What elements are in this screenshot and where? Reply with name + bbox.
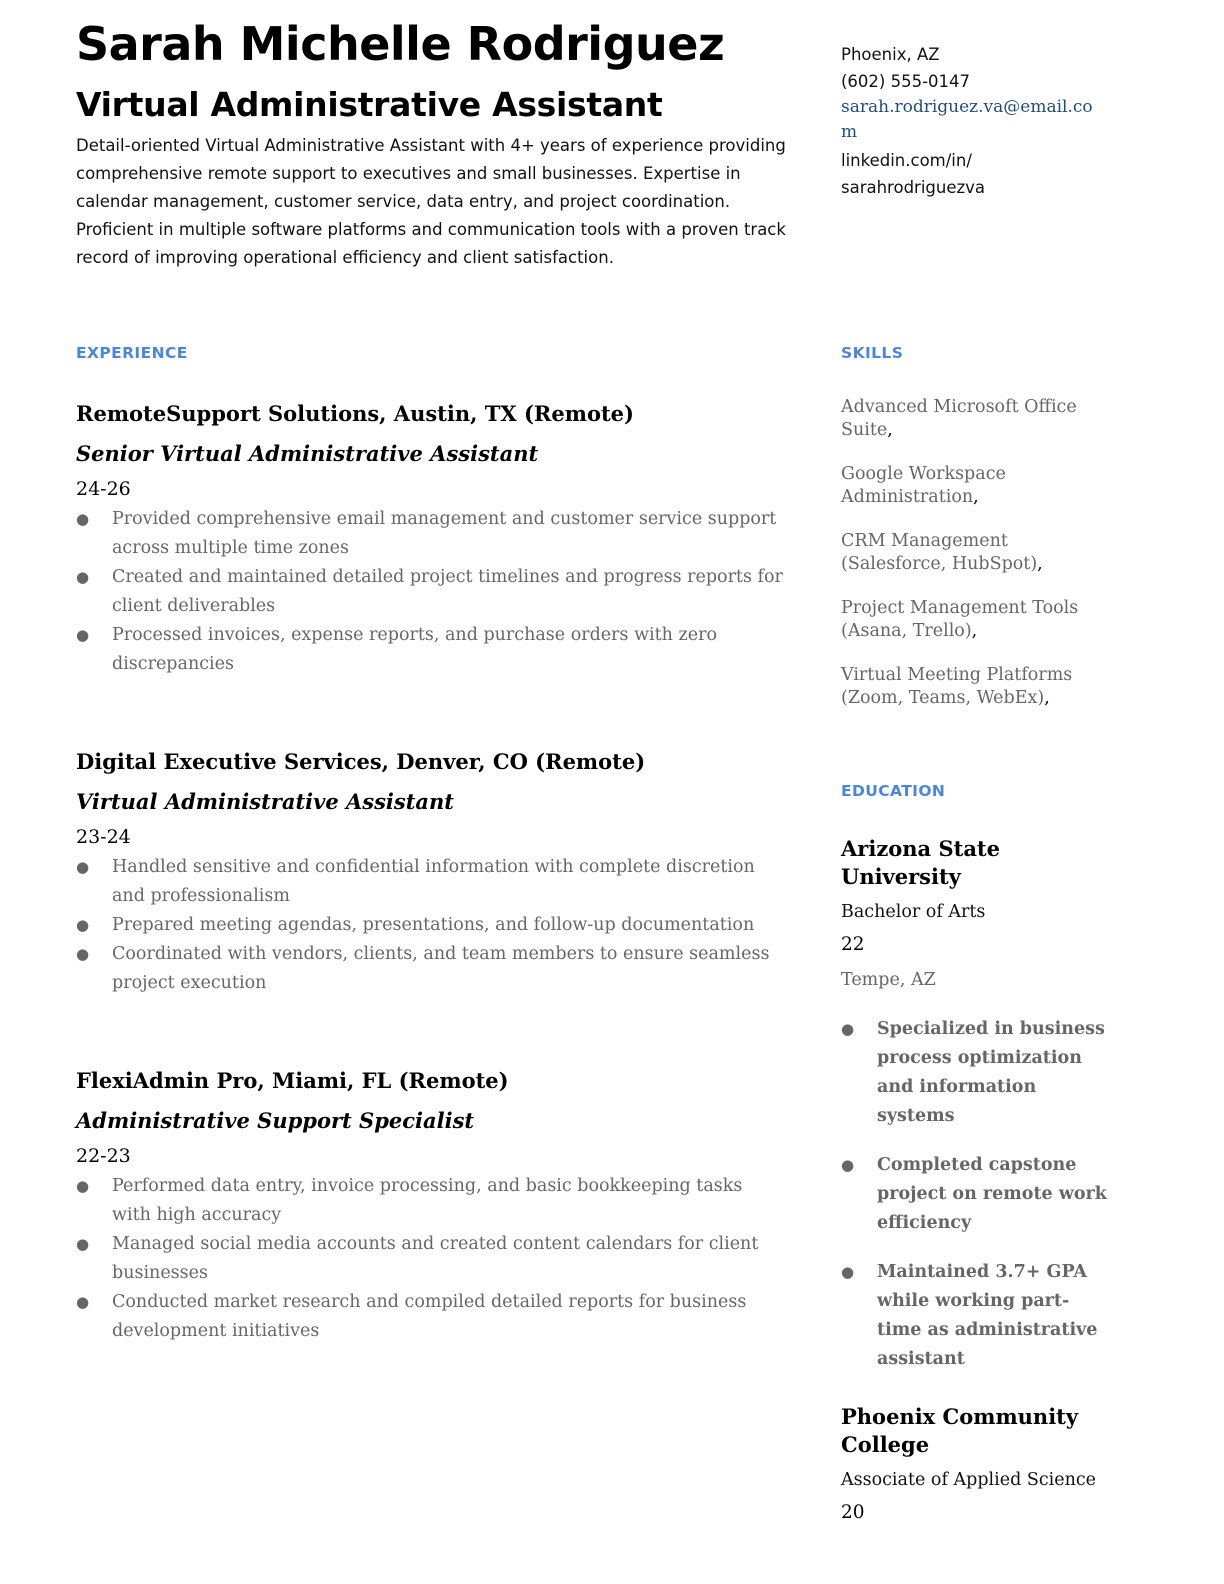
bullet-icon: ● bbox=[76, 945, 90, 963]
education-entry bbox=[841, 835, 1121, 1394]
job-bullet: ● Prepared meeting agendas, presentations, and follow-up documentation bbox=[76, 911, 786, 940]
candidate-name: Sarah Michelle Rodriguez bbox=[76, 17, 725, 71]
school-name: Arizona State University bbox=[841, 836, 1000, 889]
job-bullet: ● Processed invoices, expense reports, and purchase orders with zero discrepancies bbox=[76, 621, 786, 679]
contact-email-link[interactable]: sarah.rodriguez.va@email.com bbox=[841, 97, 1093, 142]
education-heading: EDUCATION bbox=[841, 782, 946, 800]
graduation-year: 20 bbox=[841, 1502, 865, 1523]
education-bullet: ● Maintained 3.7+ GPA while working part-time as administrative assistant bbox=[841, 1258, 1111, 1374]
job-bullet: ● Managed social media accounts and created content calendars for client businesses bbox=[76, 1230, 786, 1288]
job-company: Digital Executive Services, Denver, CO (Remote) bbox=[76, 749, 646, 774]
experience-heading: EXPERIENCE bbox=[76, 344, 188, 362]
degree: Associate of Applied Science bbox=[841, 1470, 1097, 1490]
bullet-icon: ● bbox=[76, 916, 90, 934]
skill-item: Advanced Microsoft Office Suite, bbox=[841, 397, 1077, 440]
job-dates: 24-26 bbox=[76, 478, 131, 500]
bullet-icon: ● bbox=[76, 568, 90, 586]
bullet-icon: ● bbox=[76, 1177, 90, 1195]
graduation-year: 22 bbox=[841, 934, 865, 955]
job-dates: 22-23 bbox=[76, 1145, 131, 1167]
contact-phone: (602) 555-0147 bbox=[841, 72, 971, 91]
contact-linkedin: linkedin.com/in/ sarahrodriguezva bbox=[841, 151, 986, 197]
bullet-icon: ● bbox=[841, 1020, 855, 1038]
job-bullet: ● Created and maintained detailed project timelines and progress reports for client deliverables bbox=[76, 563, 786, 621]
job-company: RemoteSupport Solutions, Austin, TX (Remote) bbox=[76, 401, 634, 426]
job-bullet-list bbox=[76, 853, 786, 998]
profile-summary: Detail-oriented Virtual Administrative Assistant with 4+ years of experience providing comprehensive remote support to executives and small businesses. Expertise in calendar management, customer service, data entry, and project coordination. Proficient in multiple software platforms and communication tools with a proven track record of improving operational efficiency and client satisfaction. bbox=[76, 136, 786, 267]
job-dates: 23-24 bbox=[76, 826, 131, 848]
contact-location: Phoenix, AZ bbox=[841, 45, 940, 64]
bullet-icon: ● bbox=[76, 626, 90, 644]
bullet-icon: ● bbox=[841, 1263, 855, 1281]
job-bullet: ● Performed data entry, invoice processing, and basic bookkeeping tasks with high accuracy bbox=[76, 1172, 786, 1230]
skills-heading: SKILLS bbox=[841, 344, 904, 362]
job-bullet-list bbox=[76, 1172, 786, 1346]
bullet-icon: ● bbox=[76, 858, 90, 876]
skill-item: Google Workspace Administration, bbox=[841, 464, 1006, 507]
skill-item: CRM Management (Salesforce, HubSpot), bbox=[841, 531, 1043, 574]
education-bullet-list bbox=[841, 1015, 1121, 1374]
education-bullet: ● Specialized in business process optimization and information systems bbox=[841, 1015, 1111, 1131]
bullet-icon: ● bbox=[76, 1293, 90, 1311]
bullet-icon: ● bbox=[841, 1156, 855, 1174]
job-company: FlexiAdmin Pro, Miami, FL (Remote) bbox=[76, 1068, 509, 1093]
candidate-role: Virtual Administrative Assistant bbox=[76, 85, 663, 124]
bullet-icon: ● bbox=[76, 1235, 90, 1253]
job-entry bbox=[76, 1066, 786, 1346]
job-entry bbox=[76, 747, 786, 998]
bullet-icon: ● bbox=[76, 510, 90, 528]
skill-item: Virtual Meeting Platforms (Zoom, Teams, WebEx), bbox=[841, 665, 1073, 708]
skill-item: Project Management Tools (Asana, Trello), bbox=[841, 598, 1079, 641]
job-title: Virtual Administrative Assistant bbox=[76, 789, 455, 814]
job-bullet: ● Handled sensitive and confidential information with complete discretion and professionalism bbox=[76, 853, 786, 911]
job-bullet-list bbox=[76, 505, 786, 679]
degree: Bachelor of Arts bbox=[841, 902, 986, 922]
job-bullet: ● Conducted market research and compiled detailed reports for business development initiatives bbox=[76, 1288, 786, 1346]
school-name: Phoenix Community College bbox=[841, 1404, 1079, 1457]
school-location: Tempe, AZ bbox=[841, 970, 936, 990]
job-entry bbox=[76, 399, 786, 679]
job-bullet: ● Coordinated with vendors, clients, and team members to ensure seamless project execution bbox=[76, 940, 786, 998]
job-title: Senior Virtual Administrative Assistant bbox=[76, 441, 539, 466]
skills-list bbox=[841, 396, 1111, 731]
job-title: Administrative Support Specialist bbox=[76, 1108, 475, 1133]
contact-block bbox=[841, 41, 1111, 201]
education-entry bbox=[841, 1403, 1121, 1527]
education-bullet: ● Completed capstone project on remote work efficiency bbox=[841, 1151, 1111, 1238]
job-bullet: ● Provided comprehensive email management and customer service support across multiple time zones bbox=[76, 505, 786, 563]
